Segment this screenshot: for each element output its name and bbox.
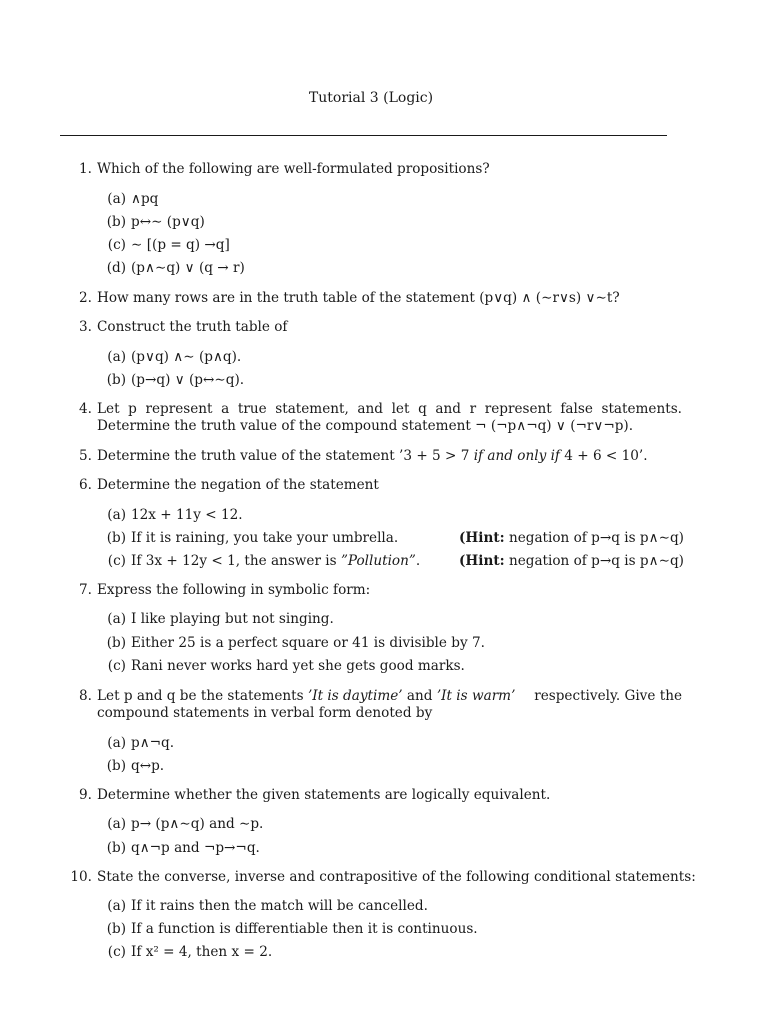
option-label: (a) (107, 816, 126, 832)
option-label: (b) (106, 530, 126, 546)
question-number: 5. (79, 448, 92, 464)
question-number: 6. (79, 477, 92, 493)
question-text-part: Let p and q be the statements (97, 688, 308, 704)
page-title: Tutorial 3 (Logic) (308, 90, 434, 106)
hint-note (459, 553, 684, 570)
question-number: 8. (79, 688, 92, 704)
question-text-part: 4 + 6 < 10’. (559, 448, 648, 464)
question-text: Which of the following are well-formulated propositions? (97, 161, 490, 177)
question-number: 4. (79, 401, 92, 417)
option-label: (c) (107, 944, 126, 960)
question-text-italic: ’It is daytime’ (307, 688, 403, 704)
question-text-line-1 (97, 688, 682, 705)
option-label: (b) (106, 214, 126, 230)
option-label: (c) (107, 237, 126, 253)
hint-text: negation of p→q is p∧∼q) (504, 553, 684, 569)
option-label: (b) (106, 758, 126, 774)
hint-label: (Hint: (459, 553, 505, 569)
option-text: 12x + 11y < 12. (131, 507, 243, 523)
hint-text: negation of p→q is p∧∼q) (504, 530, 684, 546)
option-text-italic: ”Pollution” (340, 553, 416, 569)
question-number: 9. (79, 787, 92, 803)
option-text: (p∧∼q) ∨ (q → r) (131, 260, 245, 276)
option-text: Either 25 is a perfect square or 41 is divisible by 7. (131, 635, 485, 651)
option-label: (a) (107, 349, 126, 365)
option-label: (b) (106, 921, 126, 937)
option-text-part: . (415, 553, 421, 569)
option-text: If it is raining, you take your umbrella. (131, 530, 399, 546)
question-text-italic: if and only if (473, 448, 560, 464)
option-label: (b) (106, 840, 126, 856)
question-text-italic: ’It is warm’ (436, 688, 516, 704)
option-text (131, 553, 420, 570)
question-text-part: and (402, 688, 437, 704)
question-text: How many rows are in the truth table of the statement (p∨q) ∧ (∼r∨s) ∨∼t? (97, 290, 620, 306)
question-text-part: Determine the truth value of the statement ’3 + 5 > 7 (97, 448, 474, 464)
title-rule (60, 135, 667, 136)
option-text: (p∨q) ∧∼ (p∧q). (131, 349, 242, 365)
option-text-part: If 3x + 12y < 1, the answer is (131, 553, 341, 569)
question-number: 7. (79, 582, 92, 598)
question-text-part (97, 688, 515, 705)
option-text: If it rains then the match will be cancelled. (131, 898, 428, 914)
option-label: (b) (106, 635, 126, 651)
hint-note (459, 530, 684, 547)
option-label: (a) (107, 507, 126, 523)
question-text: State the converse, inverse and contrapositive of the following conditional statements: (97, 869, 696, 885)
option-label: (a) (107, 191, 126, 207)
question-text: Determine the negation of the statement (97, 477, 379, 493)
option-text: I like playing but not singing. (131, 611, 334, 627)
question-text-line-2: compound statements in verbal form denoted by (97, 705, 433, 721)
option-text: q↔p. (131, 758, 165, 774)
option-text: If a function is differentiable then it is continuous. (131, 921, 478, 937)
question-number: 10. (70, 869, 92, 885)
question-text: Let p represent a true statement, and let q and r represent false statements. Determine the truth value of the compound statement ¬ (¬p∧¬q) ∨ (¬r∨¬p). (97, 401, 682, 434)
question-number: 1. (79, 161, 92, 177)
option-text: p∧¬q. (131, 735, 175, 751)
question-text: Construct the truth table of (97, 319, 288, 335)
option-text: If x² = 4, then x = 2. (131, 944, 273, 960)
option-text: (p→q) ∨ (p↔∼q). (131, 372, 245, 388)
option-text: ∧pq (131, 191, 159, 207)
option-label: (c) (107, 553, 126, 569)
option-text: p↔∼ (p∨q) (131, 214, 205, 230)
option-label: (a) (107, 611, 126, 627)
option-text: Rani never works hard yet she gets good marks. (131, 658, 465, 674)
hint-label: (Hint: (459, 530, 505, 546)
option-text: ∼ [(p = q) →q] (131, 237, 230, 253)
option-label: (a) (107, 898, 126, 914)
option-label: (b) (106, 372, 126, 388)
question-text: Determine whether the given statements are logically equivalent. (97, 787, 551, 803)
option-label: (a) (107, 735, 126, 751)
question-number: 2. (79, 290, 92, 306)
option-label: (c) (107, 658, 126, 674)
option-text: p→ (p∧∼q) and ∼p. (131, 816, 264, 832)
question-text: Express the following in symbolic form: (97, 582, 371, 598)
option-text: q∧¬p and ¬p→¬q. (131, 840, 260, 856)
question-number: 3. (79, 319, 92, 335)
option-label: (d) (106, 260, 126, 276)
question-text-part: respectively. Give the (529, 688, 682, 704)
question-text (97, 448, 682, 465)
